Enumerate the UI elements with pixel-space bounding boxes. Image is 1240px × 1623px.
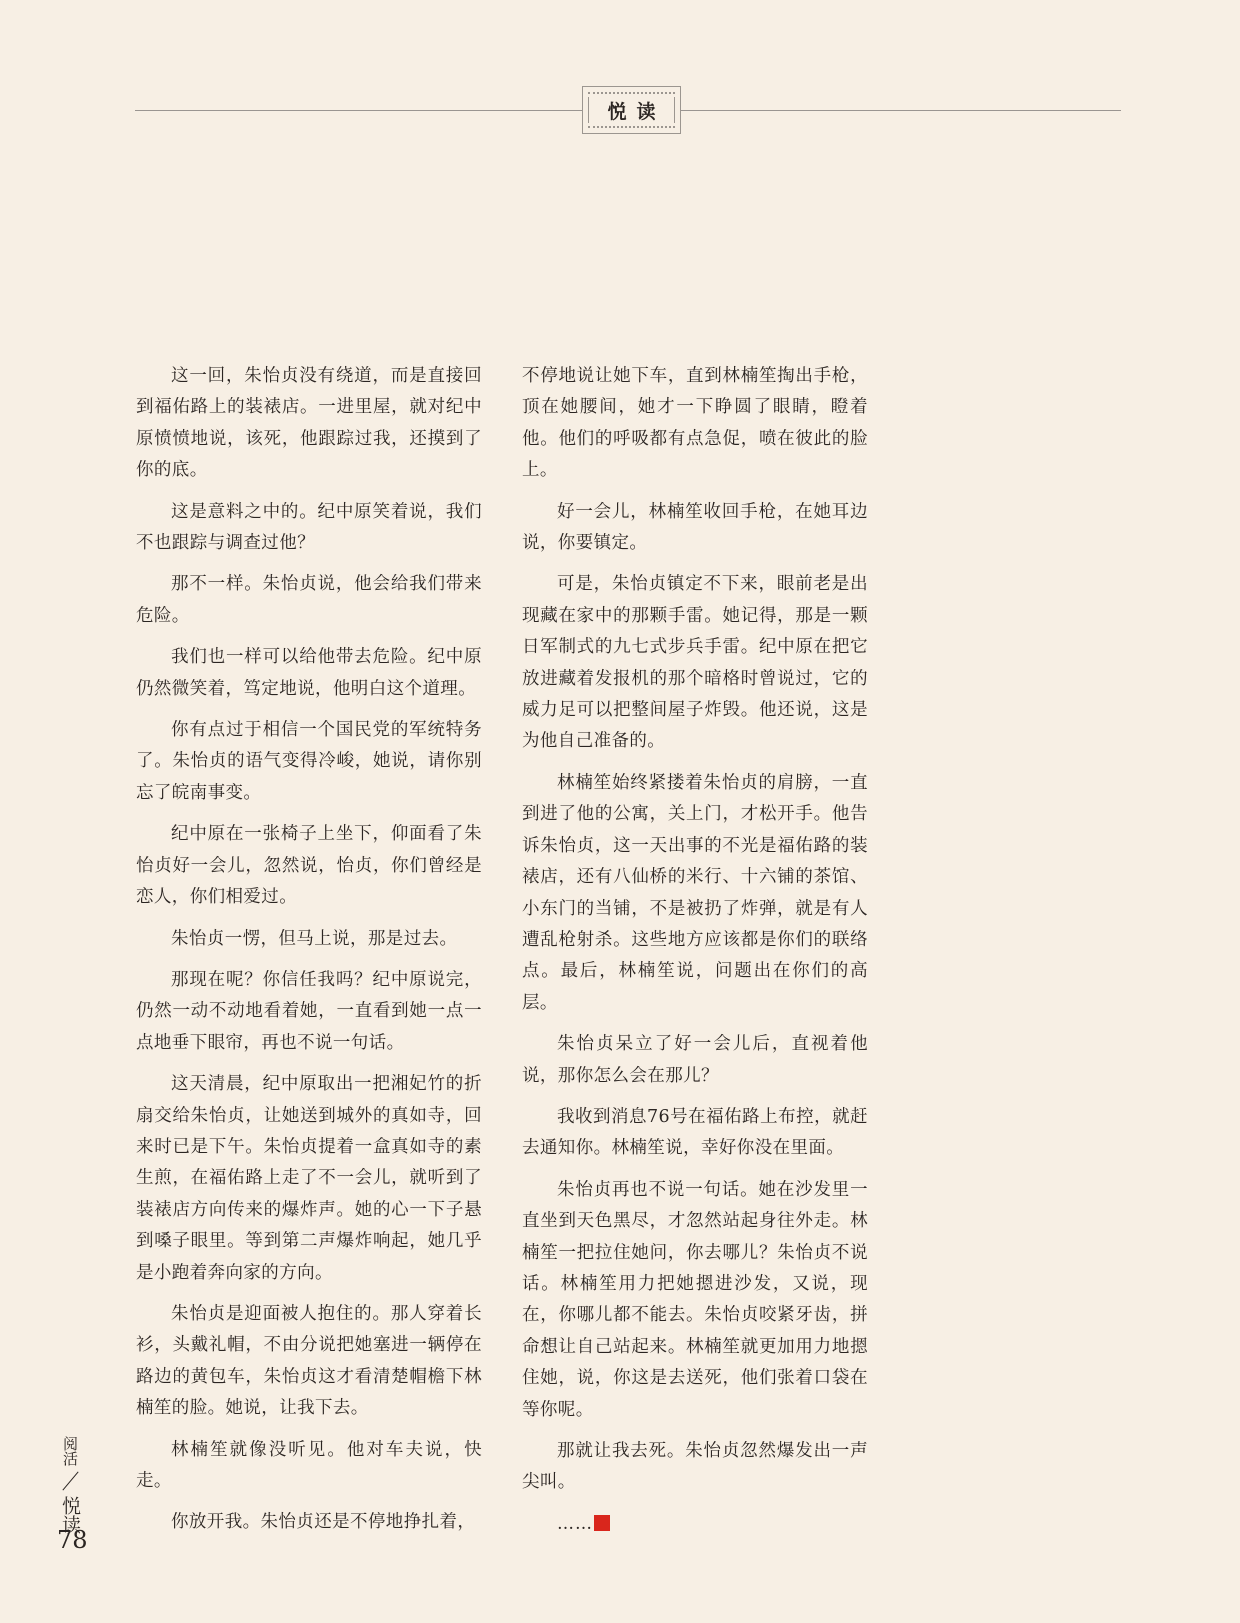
magazine-section-label <box>60 1436 80 1534</box>
slash-divider <box>62 1471 78 1490</box>
ellipsis: …… <box>557 1513 593 1534</box>
paragraph: 这天清晨，纪中原取出一把湘妃竹的折扇交给朱怡贞，让她送到城外的真如寺，回来时已是下午。朱怡贞提着一盒真如寺的素生煎，在福佑路上走了不一会儿，就听到了装裱店方向传来的爆炸声。她的心一下子悬到嗓子眼里。等到第二声爆炸响起，她几乎是小跑着奔向家的方向。 <box>136 1074 482 1283</box>
magazine-label-a: 阅活 <box>61 1436 79 1466</box>
paragraph: 那就让我去死。朱怡贞忽然爆发出一声尖叫。 <box>522 1441 868 1493</box>
paragraph: 你有点过于相信一个国民党的军统特务了。朱怡贞的语气变得冷峻，她说，请你别忘了皖南事变。 <box>136 720 482 803</box>
paragraph: 我们也一样可以给他带去危险。纪中原仍然微笑着，笃定地说，他明白这个道理。 <box>136 647 482 699</box>
paragraph: 那不一样。朱怡贞说，他会给我们带来危险。 <box>136 574 482 626</box>
paragraph: 我收到消息76号在福佑路上布控，就赶去通知你。林楠笙说，幸好你没在里面。 <box>522 1106 868 1159</box>
paragraph: 那现在呢？你信任我吗？纪中原说完，仍然一动不动地看着她，一直看到她一点一点地垂下眼帘，再也不说一句话。 <box>136 969 482 1053</box>
paragraph: 可是，朱怡贞镇定不下来，眼前老是出现藏在家中的那颗手雷。她记得，那是一颗日军制式的九七式步兵手雷。纪中原在把它放进藏着发报机的那个暗格时曾说过，它的威力足可以把整间屋子炸毁。他还说，这是为他自己准备的。 <box>522 574 868 752</box>
paragraph: 这是意料之中的。纪中原笑着说，我们不也跟踪与调查过他？ <box>136 501 482 554</box>
paragraph: 这一回，朱怡贞没有绕道，而是直接回到福佑路上的装裱店。一进里屋，就对纪中原愤愤地说，该死，他跟踪过我，还摸到了你的底。 <box>136 366 482 481</box>
paragraph-continued: 不停地说让她下车，直到林楠笙掏出手枪，顶在她腰间，她才一下睁圆了眼睛，瞪着他。他们的呼吸都有点急促，喷在彼此的脸上。 <box>522 366 868 481</box>
continuation-marker <box>522 1509 868 1540</box>
header-rule-right <box>681 110 1121 111</box>
paragraph: 朱怡贞再也不说一句话。她在沙发里一直坐到天色黑尽，才忽然站起身往外走。林楠笙一把拉住她问，你去哪儿？朱怡贞不说话。林楠笙用力把她摁进沙发，又说，现在，你哪儿都不能去。朱怡贞咬紧牙齿，拼命想让自己站起来。林楠笙就更加用力地摁住她，说，你这是去送死，他们张着口袋在等你呢。 <box>522 1179 868 1420</box>
paragraph: 好一会儿，林楠笙收回手枪，在她耳边说，你要镇定。 <box>522 501 868 554</box>
paragraph: 你放开我。朱怡贞还是不停地挣扎着， <box>171 1512 476 1533</box>
paragraph: 朱怡贞一愣，但马上说，那是过去。 <box>171 928 458 949</box>
paragraph: 朱怡贞是迎面被人抱住的。那人穿着长衫，头戴礼帽，不由分说把她塞进一辆停在路边的黄包车，朱怡贞这才看清楚帽檐下林楠笙的脸。她说，让我下去。 <box>136 1303 482 1419</box>
end-square-icon <box>594 1515 610 1531</box>
left-column <box>136 361 482 1549</box>
right-column <box>522 361 868 1550</box>
paragraph: 林楠笙就像没听见。他对车夫说，快走。 <box>136 1439 482 1491</box>
section-title: 悦读 <box>607 100 666 123</box>
section-header-badge <box>582 86 681 134</box>
paragraph: 朱怡贞呆立了好一会儿后，直视着他说，那你怎么会在那儿？ <box>522 1034 868 1086</box>
page-number: 78 <box>57 1526 88 1554</box>
paragraph: 纪中原在一张椅子上坐下，仰面看了朱怡贞好一会儿，忽然说，怡贞，你们曾经是恋人，你们相爱过。 <box>136 824 482 908</box>
paragraph: 林楠笙始终紧搂着朱怡贞的肩膀，一直到进了他的公寓，关上门，才松开手。他告诉朱怡贞，这一天出事的不光是福佑路的装裱店，还有八仙桥的米行、十六铺的茶馆、小东门的当铺，不是被扔了炸弹，就是有人遭乱枪射杀。这些地方应该都是你们的联络点。最后，林楠笙说，问题出在你们的高层。 <box>522 772 868 1013</box>
magazine-label-b: 悦读 <box>59 1496 81 1534</box>
header-rule-left <box>135 110 582 111</box>
